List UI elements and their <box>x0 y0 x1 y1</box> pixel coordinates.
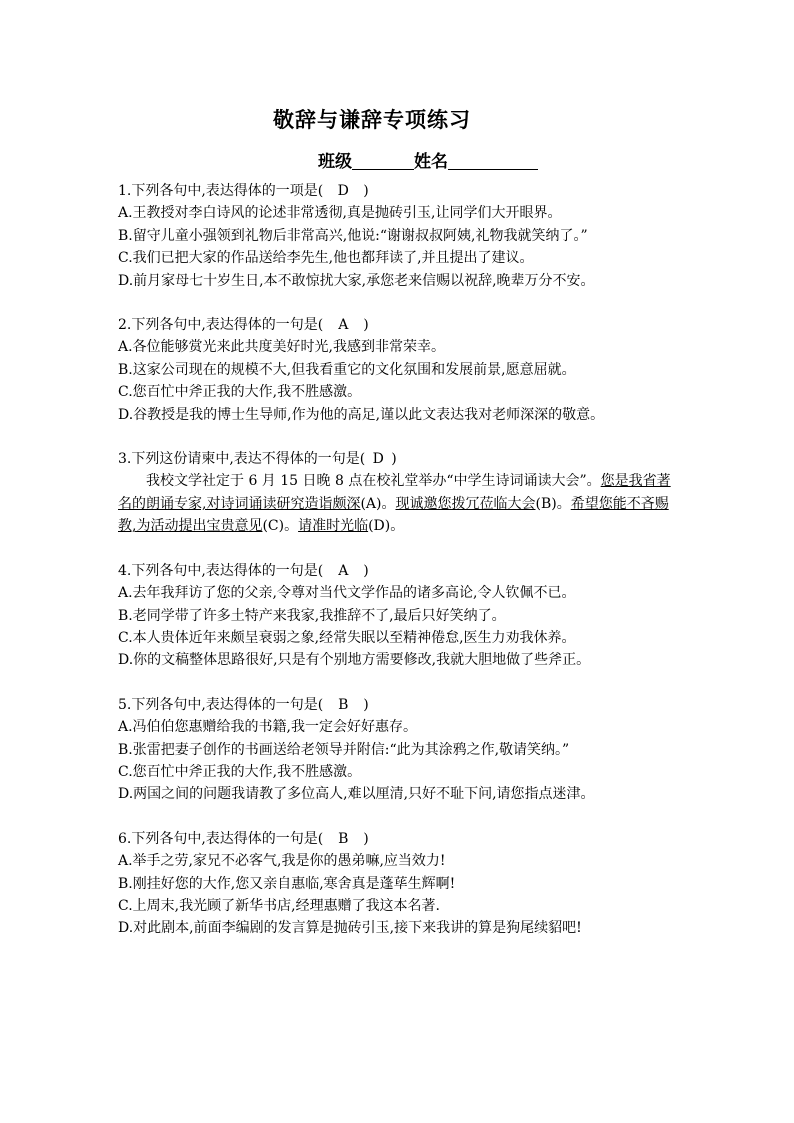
option-c: C.您百忙中斧正我的大作,我不胜感激。 <box>118 384 362 401</box>
answer-value: B <box>338 696 349 713</box>
question-stem: 2.下列各句中,表达得体的一句是( A ) <box>118 314 678 336</box>
passage-sentence-c: 希望您能不吝赐教,为活动提出宝贵意见 <box>118 495 669 535</box>
tag-b: (B)。 <box>535 495 571 512</box>
question-stem: 1.下列各句中,表达得体的一项是( D ) <box>118 180 678 202</box>
option-c: C.本人贵体近年来颇呈衰弱之象,经常失眠以至精神倦怠,医生力劝我休养。 <box>118 629 576 646</box>
name-label: 姓名 <box>414 152 448 172</box>
class-blank[interactable] <box>352 151 414 170</box>
tag-a: (A)。 <box>360 495 396 512</box>
class-label: 班级 <box>318 152 352 172</box>
option-b: B.留守儿童小强领到礼物后非常高兴,他说:“谢谢叔叔阿姨,礼物我就笑纳了。” <box>118 227 588 244</box>
question-stem: 6.下列各句中,表达得体的一句是( B ) <box>118 828 678 850</box>
invitation-passage <box>118 470 678 537</box>
passage-intro: 我校文学社定于 6 月 15 日晚 8 点在校礼堂举办“中学生诗词诵读大会”。 <box>146 473 601 490</box>
option-c: C.您百忙中斧正我的大作,我不胜感激。 <box>118 763 362 780</box>
question-3 <box>118 448 678 538</box>
name-blank[interactable] <box>448 151 538 170</box>
question-1 <box>118 180 678 292</box>
answer-value: D <box>337 183 349 199</box>
option-b: B.这家公司现在的规模不大,但我看重它的文化氛围和发展前景,愿意屈就。 <box>118 361 576 378</box>
tag-d: (D)。 <box>368 518 405 535</box>
question-stem: 5.下列各句中,表达得体的一句是( B ) <box>118 694 678 716</box>
option-b: B.老同学带了许多土特产来我家,我推辞不了,最后只好笑纳了。 <box>118 607 506 624</box>
option-a: A.各位能够赏光来此共度美好时光,我感到非常荣幸。 <box>118 339 446 356</box>
option-d: D.两国之间的问题我请教了多位高人,难以厘清,只好不耻下问,请您指点迷津。 <box>118 786 595 803</box>
option-d: D.对此剧本,前面李编剧的发言算是抛砖引玉,接下来我讲的算是狗尾续貂吧! <box>118 920 582 937</box>
passage-sentence-a: 您是我省著名的朗诵专家,对诗词诵读研究造诣颇深 <box>118 473 671 512</box>
question-stem: 4.下列各句中,表达得体的一句是( A ) <box>118 560 678 582</box>
option-b: B.刚挂好您的大作,您又亲自惠临,寒舍真是蓬荜生辉啊! <box>118 875 456 892</box>
option-a: A.王教授对李白诗风的论述非常透彻,真是抛砖引玉,让同学们大开眼界。 <box>118 205 562 222</box>
page-title: 敬辞与谦辞专项练习 <box>273 107 471 132</box>
question-6 <box>118 828 678 940</box>
option-d: D.谷教授是我的博士生导师,作为他的高足,谨以此文表达我对老师深深的敬意。 <box>118 406 605 423</box>
option-d: D.前月家母七十岁生日,本不敢惊扰大家,承您老来信赐以祝辞,晚辈万分不安。 <box>118 272 595 289</box>
option-a: A.冯伯伯您惠赠给我的书籍,我一定会好好惠存。 <box>118 719 418 736</box>
tag-c: (C)。 <box>262 518 299 535</box>
option-a: A.举手之劳,家兄不必客气,我是你的愚弟嘛,应当效力! <box>118 853 446 870</box>
option-d: D.你的文稿整体思路很好,只是有个别地方需要修改,我就大胆地做了些斧正。 <box>118 652 591 669</box>
class-name-line <box>318 147 538 172</box>
answer-value: A <box>338 317 349 334</box>
passage-sentence-d: 请准时光临 <box>298 518 369 535</box>
answer-value: A <box>338 562 349 579</box>
questions-list <box>118 180 678 962</box>
answer-value: D <box>372 451 384 468</box>
question-2 <box>118 314 678 426</box>
option-c: C.上周末,我光顾了新华书店,经理惠赠了我这本名著. <box>118 897 441 914</box>
option-a: A.去年我拜访了您的父亲,令尊对当代文学作品的诸多高论,令人钦佩不已。 <box>118 585 576 602</box>
question-4 <box>118 560 678 672</box>
option-b: B.张雷把妻子创作的书画送给老领导并附信:“此为其涂鸦之作,敬请笑纳。” <box>118 741 570 758</box>
passage-sentence-b: 现诚邀您拨冗莅临大会 <box>395 495 536 512</box>
question-5 <box>118 694 678 806</box>
option-c: C.我们已把大家的作品送给李先生,他也都拜读了,并且提出了建议。 <box>118 250 534 267</box>
answer-value: B <box>338 830 349 847</box>
question-stem: 3.下列这份请柬中,表达不得体的一句是( D ) <box>118 448 678 470</box>
